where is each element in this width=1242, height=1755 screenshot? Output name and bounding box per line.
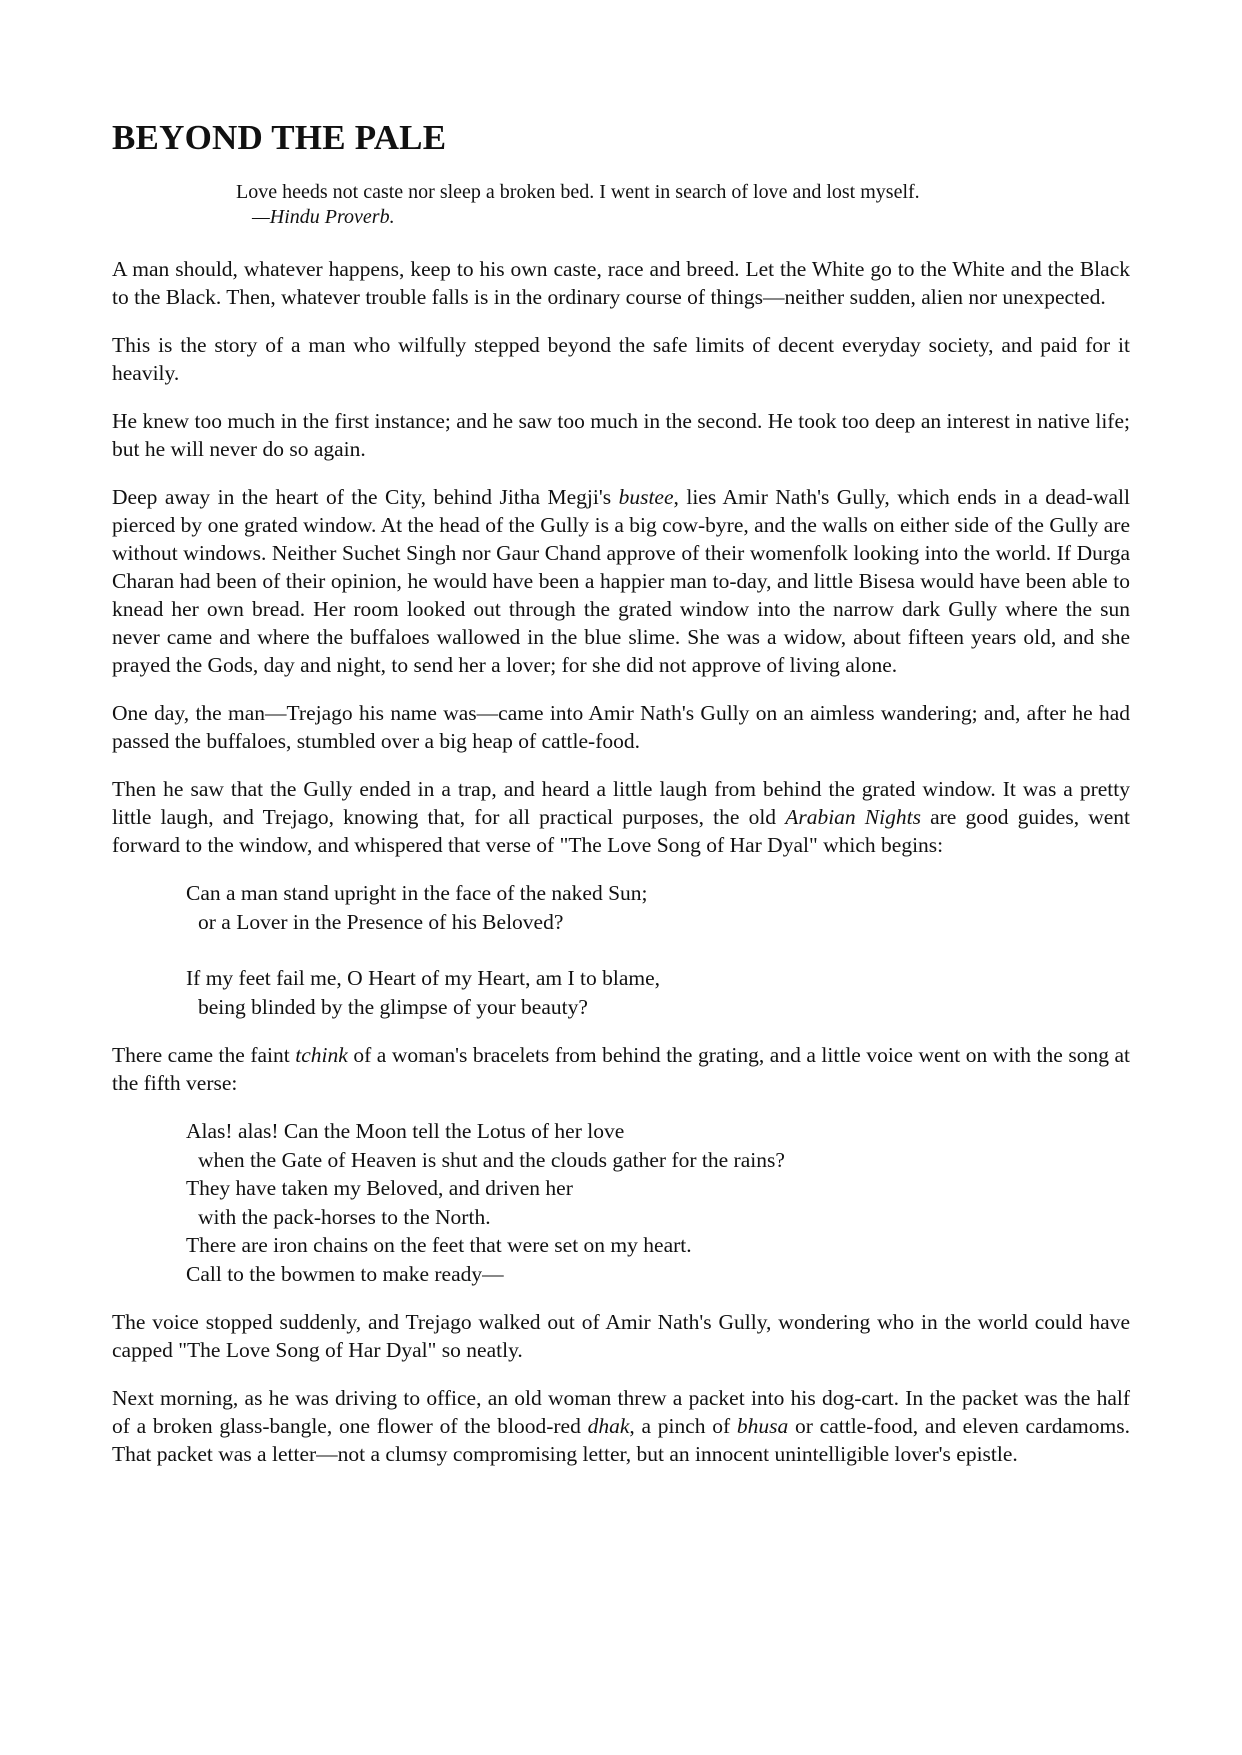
italic-term: dhak	[587, 1414, 630, 1438]
epigraph-attribution: —Hindu Proverb.	[252, 206, 395, 228]
paragraph-6	[112, 775, 1130, 859]
verse-block-1	[186, 879, 1130, 1021]
document-page	[112, 118, 1130, 1488]
text-run: are good guides, went forward to the window, and whispered that verse of "The Love Song of Har Dyal" which begins:	[112, 805, 1131, 857]
verse-line: when the Gate of Heaven is shut and the clouds gather for the rains?	[198, 1147, 785, 1172]
text-run: , a pinch of	[629, 1414, 737, 1438]
italic-term: bustee	[618, 485, 674, 509]
verse-line: There are iron chains on the feet that were set on my heart.	[186, 1233, 692, 1257]
italic-term: bhusa	[736, 1414, 789, 1438]
paragraph-5: One day, the man—Trejago his name was—came into Amir Nath's Gully on an aimless wandering; and, after he had passed the buffaloes, stumbled over a big heap of cattle-food.	[112, 701, 1130, 753]
text-run: There came the faint	[112, 1043, 296, 1067]
verse-line: or a Lover in the Presence of his Beloved?	[198, 909, 564, 934]
text-run: Next morning, as he was driving to office, an old woman threw a packet into his dog-cart. In the packet was the half of a broken glass-bangle, one flower of the blood-red	[112, 1386, 1130, 1438]
epigraph	[236, 180, 1130, 230]
text-run: Then he saw that the Gully ended in a trap, and heard a little laugh from behind the grated window. It was a pretty little laugh, and Trejago, knowing that, for all practical purposes, the old	[112, 777, 1130, 829]
text-run: Deep away in the heart of the City, behind Jitha Megji's	[112, 485, 619, 509]
epigraph-text: Love heeds not caste nor sleep a broken bed. I went in search of love and lost myself.	[236, 181, 920, 203]
paragraph-9	[112, 1384, 1130, 1468]
paragraph-4	[112, 483, 1130, 679]
paragraph-1: A man should, whatever happens, keep to his own caste, race and breed. Let the White go to the White and the Black to the Black. Then, whatever trouble falls is in the ordinary course of things—neither sudden, alien nor unexpected.	[112, 257, 1130, 309]
verse-line: They have taken my Beloved, and driven her	[186, 1176, 573, 1200]
text-run: or cattle-food, and eleven cardamoms. That packet was a letter—not a clumsy compromising letter, but an innocent unintelligible lover's epistle.	[112, 1414, 1130, 1466]
verse-block-2	[186, 1117, 1130, 1288]
verse-line: with the pack-horses to the North.	[198, 1204, 491, 1229]
italic-title: Arabian Nights	[785, 805, 921, 829]
paragraph-8: The voice stopped suddenly, and Trejago walked out of Amir Nath's Gully, wondering who in the world could have capped "The Love Song of Har Dyal" so neatly.	[112, 1310, 1130, 1362]
verse-line: Call to the bowmen to make ready—	[186, 1261, 504, 1286]
verse-line: Can a man stand upright in the face of the naked Sun;	[186, 881, 648, 905]
paragraph-2: This is the story of a man who wilfully stepped beyond the safe limits of decent everyday society, and paid for it heavily.	[112, 333, 1130, 385]
chapter-title: BEYOND THE PALE	[112, 118, 447, 157]
verse-line: Alas! alas! Can the Moon tell the Lotus of her love	[186, 1119, 625, 1143]
verse-stanza-break	[186, 936, 1130, 964]
italic-term: tchink	[295, 1043, 348, 1067]
text-run: , lies Amir Nath's Gully, which ends in a dead-wall pierced by one grated window. At the head of the Gully is a big cow-byre, and the walls on either side of the Gully are without windows. Neither Suchet Singh nor Gaur Chand approve of their womenfolk looking into the world. If Durga Charan had been of their opinion, he would have been a happier man to-day, and little Bisesa would have been able to knead her own bread. Her room looked out through the grated window into the narrow dark Gully where the sun never came and where the buffaloes wallowed in the blue slime. She was a widow, about fifteen years old, and she prayed the Gods, day and night, to send her a lover; for she did not approve of living alone.	[112, 485, 1130, 677]
verse-line: If my feet fail me, O Heart of my Heart, am I to blame,	[186, 966, 661, 990]
paragraph-3: He knew too much in the first instance; and he saw too much in the second. He took too deep an interest in native life; but he will never do so again.	[112, 409, 1130, 461]
text-run: of a woman's bracelets from behind the grating, and a little voice went on with the song at the fifth verse:	[112, 1043, 1130, 1095]
verse-line: being blinded by the glimpse of your beauty?	[198, 994, 588, 1019]
paragraph-7	[112, 1041, 1130, 1097]
